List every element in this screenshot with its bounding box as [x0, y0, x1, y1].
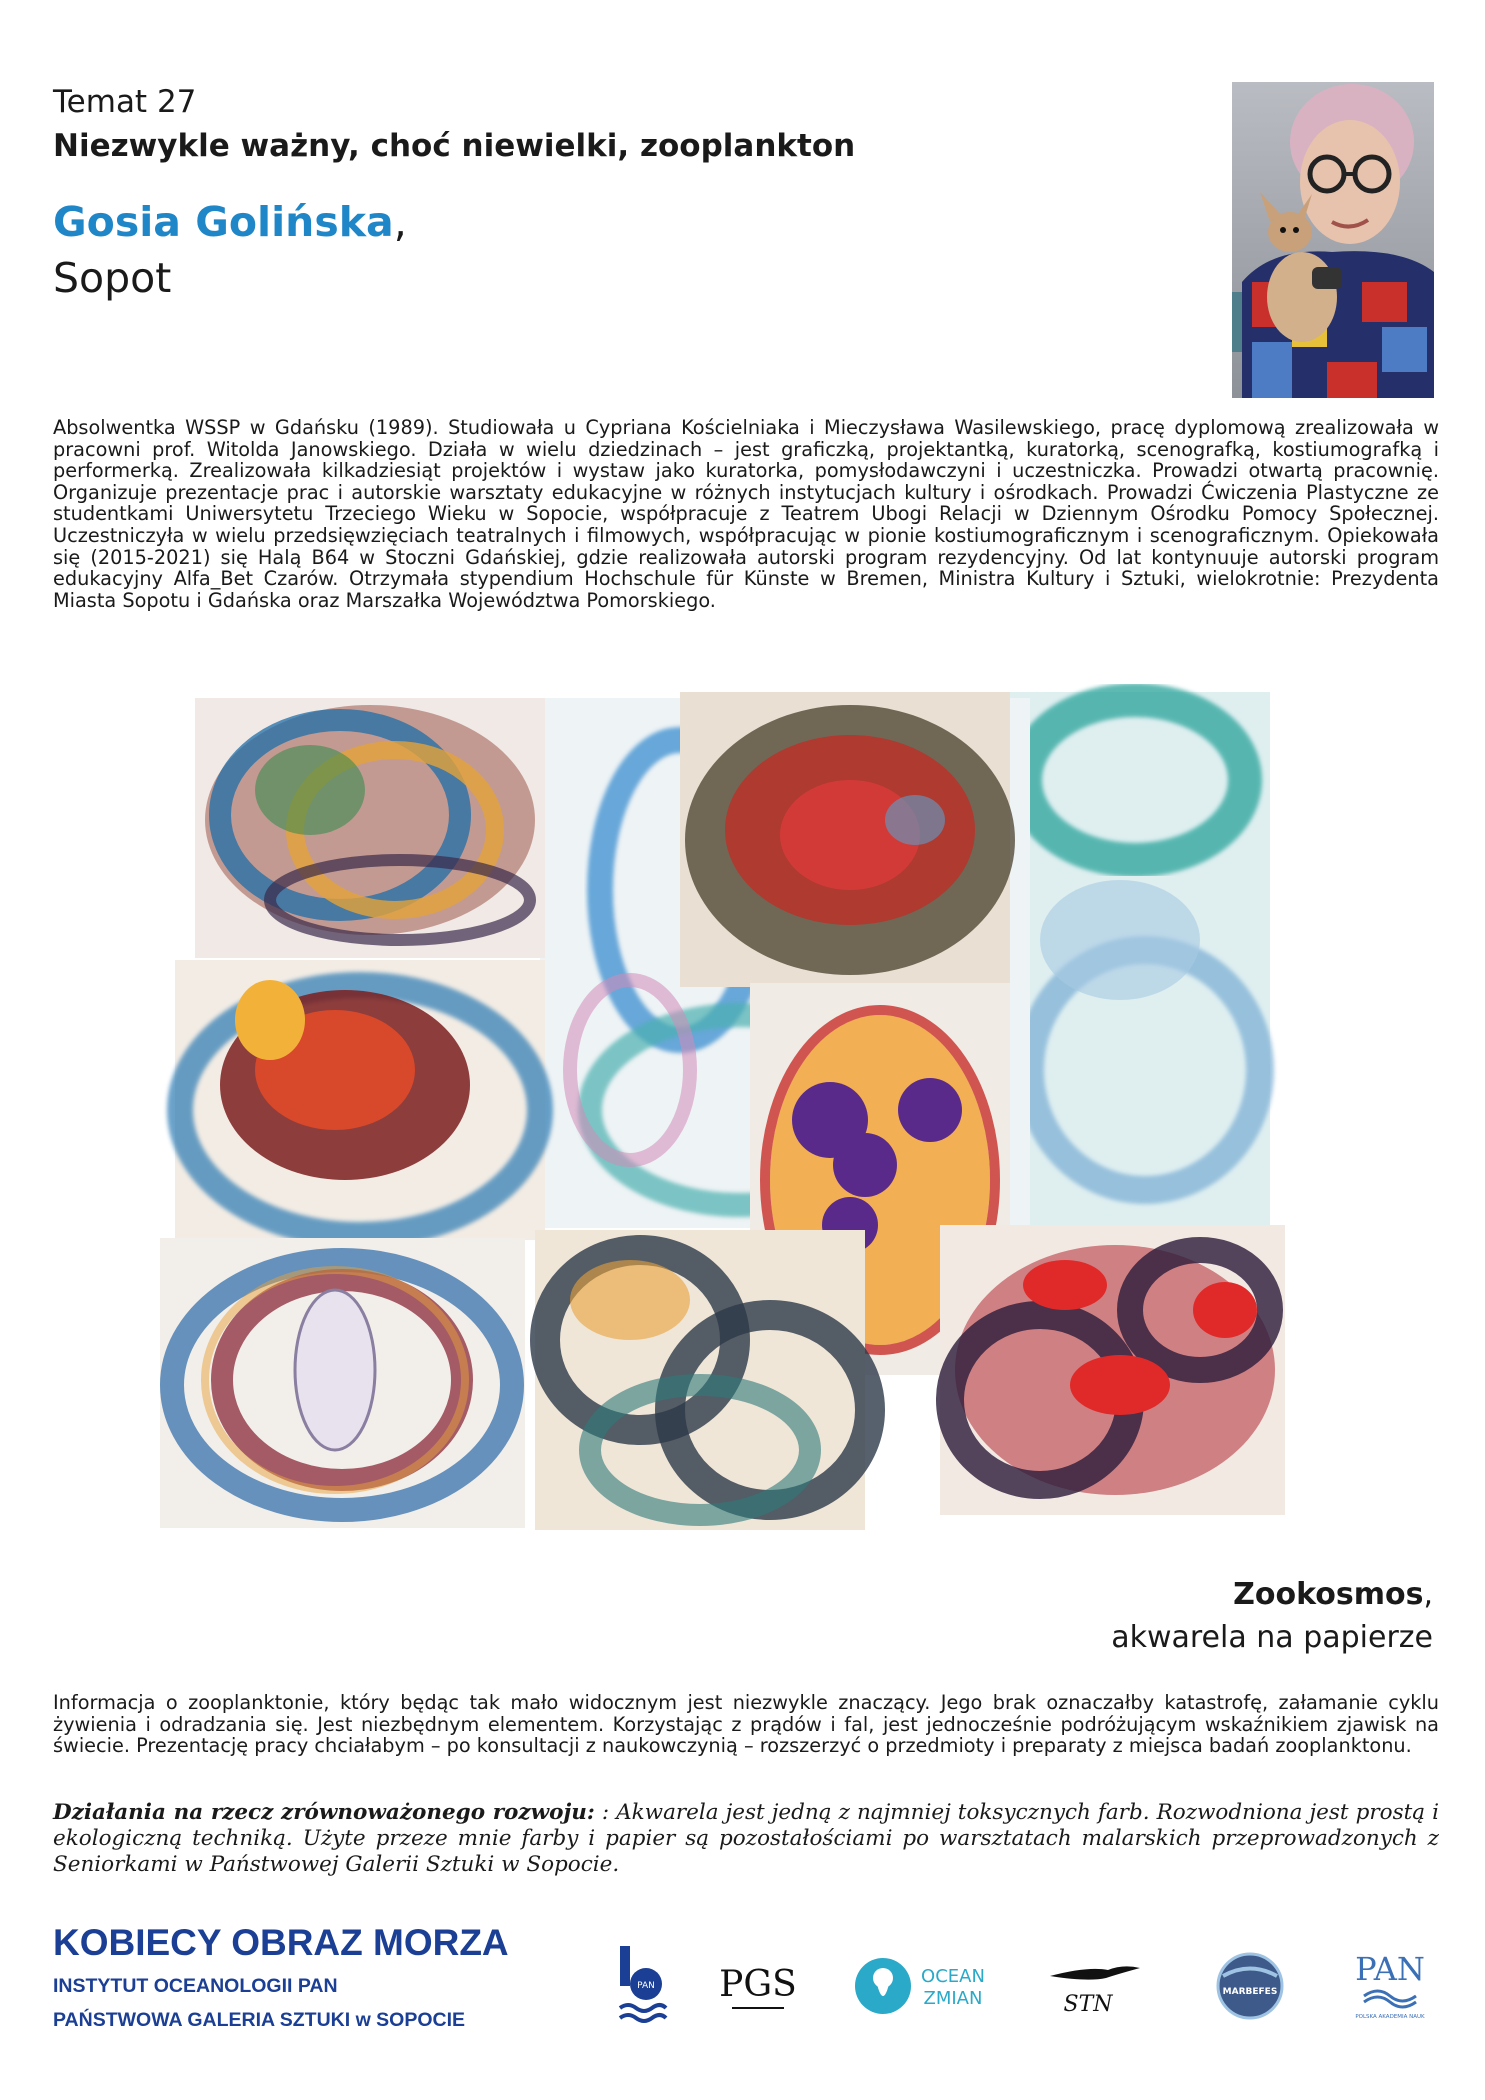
artwork-description: Informacja o zooplanktonie, który będąc tak mało widocznym jest niezwykle znaczący. Jego brak oznaczałby katastrofę, załamanie cyklu żywienia i odradzania się. Jest niezbędnym elementem. Korzystając z prądów i fal, jest jednocześnie podróżującym wskaźnikiem zjawisk na świecie. Prezentację pracy chciałabym – po konsultacji z naukowczynią – rozszerzyć o przedmioty i preparaty z miejsca badań zooplanktonu.: [53, 1691, 1439, 1758]
stn-logo: [1048, 1946, 1143, 2024]
stn-logo-text: STN: [1063, 1992, 1113, 2017]
sustainability-label: Działania na rzecz zrównoważonego rozwoju:: [53, 1800, 595, 1825]
footer-institution-1: INSTYTUT OCEANOLOGII PAN: [53, 1975, 338, 1997]
iopan-logo-text: PAN: [637, 1981, 655, 1991]
artist-bio: Absolwentka WSSP w Gdańsku (1989). Studiowała u Cypriana Kościelniaka i Mieczysława Wasilewskiego, pracę dyplomową zrealizowała w pracowni prof. Witolda Janowskiego. Działa w wielu dziedzinach – jest graficzką, projektantką, kuratorką, scenografką, kostiumografką i performerką. Zrealizowała kilkadziesiąt projektów i wystaw jako kuratorka, pomysłodawczyni i uczestniczka. Prowadzi otwartą pracownię. Organizuje prezentacje prac i autorskie warsztaty edukacyjne w różnych instytucjach kultury i ośrodkach. Prowadzi Ćwiczenia Plastyczne ze studentkami Uniwersytetu Trzeciego Wieku w Sopocie, współpracuje z Teatrem Ubogi Relacji w Dziennym Ośrodku Pomocy Społecznej. Uczestniczyła w wielu przedsięwzięciach teatralnych i filmowych, współpracując w pionie kostiumograficznym i scenograficznym. Opiekowała się (2015-2021) się Halą B64 w Stoczni Gdańskiej, gdzie realizowała autorski program rezydencyjny. Od lat kontynuuje autorski program edukacyjny Alfa_Bet Czarów. Otrzymała stypendium Hochschule für Künste w Bremen, Ministra Kultury i Sztuki, wielokrotnie: Prezydenta Miasta Sopotu i Gdańska oraz Marszałka Województwa Pomorskiego.: [53, 416, 1439, 612]
topic-number: Temat 27: [53, 84, 197, 120]
artist-name-line: [53, 198, 407, 246]
sustainability-note: [53, 1800, 1439, 1878]
pan-logo-text: PAN: [1355, 1950, 1425, 1988]
artist-city: Sopot: [53, 254, 172, 302]
artwork-medium: akwarela na papierze: [1111, 1620, 1433, 1655]
ocean-zmian-logo: [853, 1946, 988, 2024]
topic-title: Niezwykle ważny, choć niewielki, zooplankton: [53, 128, 856, 164]
footer-institution-2: PAŃSTWOWA GALERIA SZTUKI w SOPOCIE: [53, 2009, 466, 2031]
artwork-title-comma: ,: [1423, 1577, 1433, 1612]
ocean-logo-word-2: ZMIAN: [923, 1988, 983, 2009]
ocean-logo-word-1: OCEAN: [921, 1966, 985, 1987]
marbefes-logo: [1215, 1946, 1285, 2024]
footer-title: KOBIECY OBRAZ MORZA: [53, 1922, 509, 1963]
pan-logo: [1348, 1946, 1433, 2024]
pgs-logo-text: PGS: [719, 1964, 797, 2005]
marbefes-logo-text: MARBEFES: [1222, 1987, 1278, 1997]
pan-logo-subtext: POLSKA AKADEMIA NAUK: [1355, 2014, 1425, 2020]
iopan-logo: [618, 1946, 668, 2024]
artist-portrait: [1232, 82, 1434, 398]
artwork-title: Zookosmos: [1233, 1577, 1424, 1612]
artwork-title-line: [1233, 1577, 1433, 1612]
pgs-logo: [719, 1946, 797, 2024]
artist-name-comma: ,: [393, 198, 407, 246]
artwork-image: [160, 690, 1310, 1540]
artist-name: Gosia Golińska: [53, 198, 394, 246]
sustainability-text: : Akwarela jest jedną z najmniej toksycznych farb. Rozwodniona jest prostą i ekologiczną techniką. Użyte przeze mnie farby i papier są pozostałościami po warsztatach malarskich przeprowadzonych z Seniorkami w Państwowej Galerii Sztuki w Sopocie.: [53, 1800, 1439, 1877]
